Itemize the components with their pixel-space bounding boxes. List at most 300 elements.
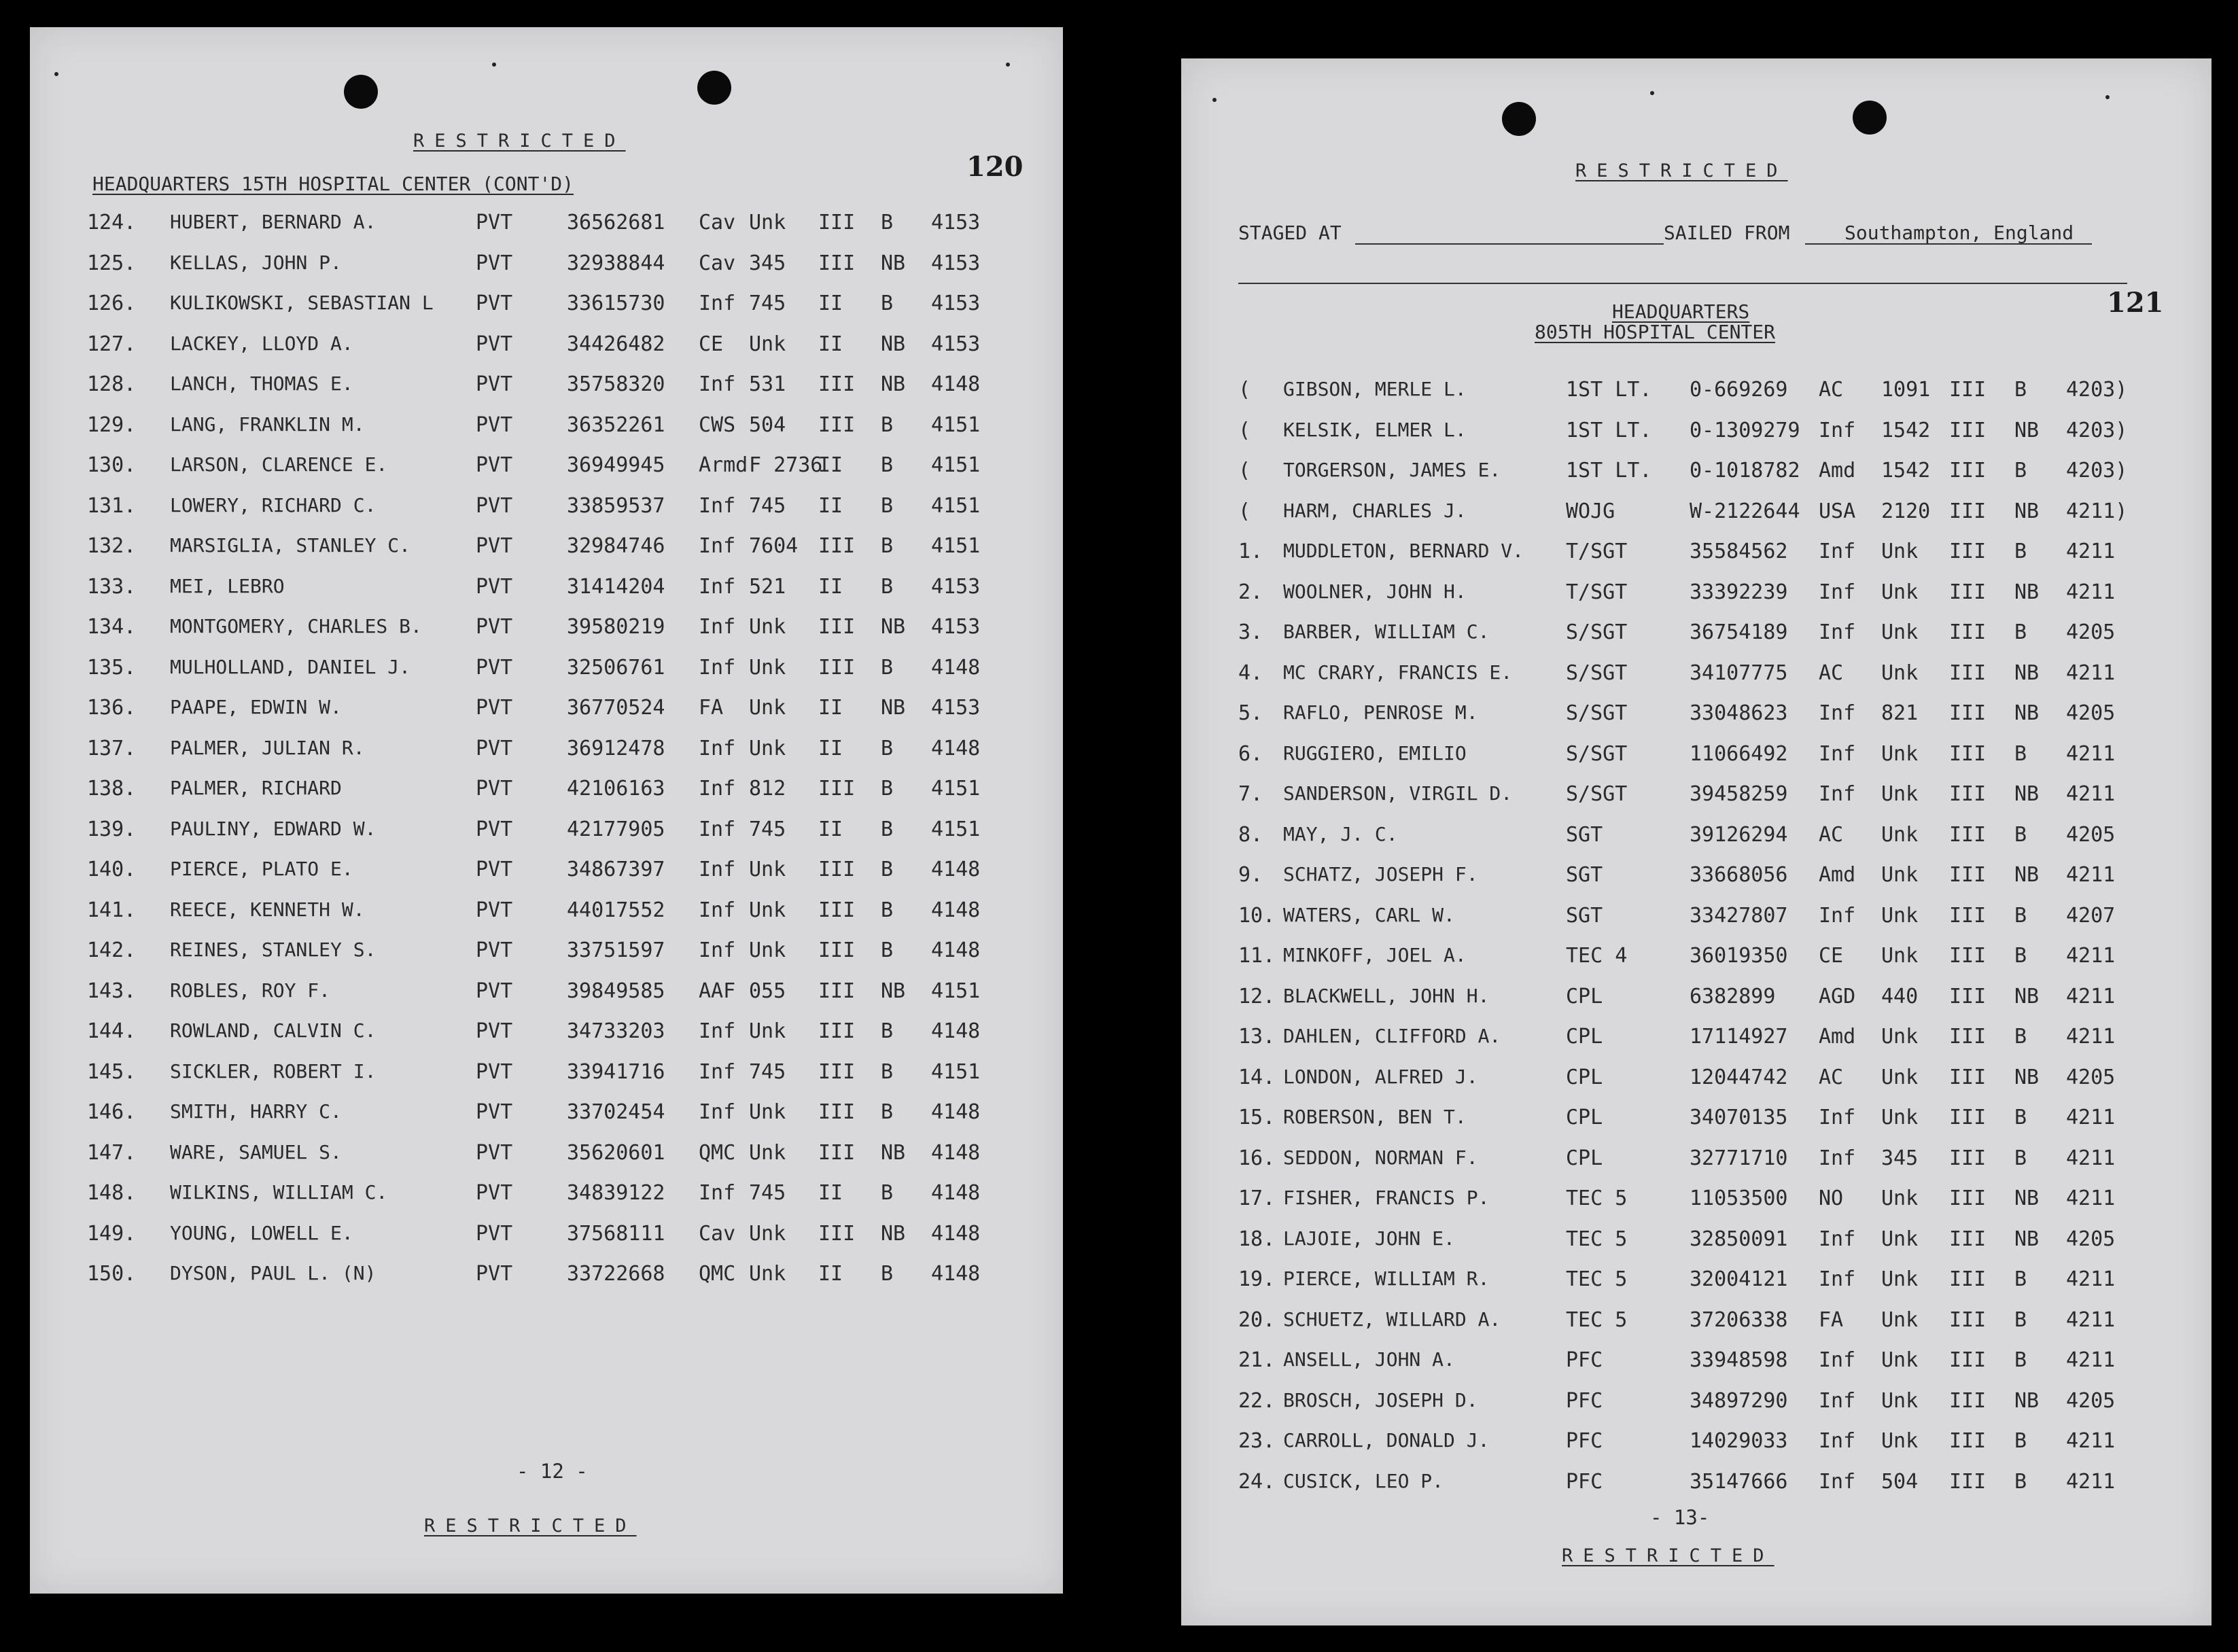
cell-serial: 33668056 [1690, 863, 1788, 887]
cell-code: Unk [749, 1100, 786, 1124]
cell-class: III [1949, 459, 1987, 482]
cell-num: 136. [87, 696, 137, 720]
cell-arm: Inf [1819, 1348, 1856, 1372]
cell-unit: 4148 [931, 1221, 981, 1246]
cell-rank: PVT [476, 332, 513, 356]
cell-unit: 4148 [931, 372, 981, 396]
cell-serial: 33427807 [1690, 903, 1788, 928]
cell-code: Unk [1881, 1106, 1919, 1129]
cell-rank: SGT [1566, 822, 1603, 847]
cell-class: III [1949, 580, 1987, 604]
cell-cat: NB [881, 251, 906, 275]
cell-class: III [1949, 620, 1987, 644]
cell-rank: PVT [476, 1262, 513, 1286]
cell-name: WATERS, CARL W. [1283, 903, 1455, 926]
cell-rank: S/SGT [1566, 661, 1628, 685]
table-row [30, 1181, 1063, 1211]
cell-unit: 4211 [2066, 1267, 2116, 1291]
table-row [30, 1060, 1063, 1090]
cell-name: PIERCE, WILLIAM R. [1283, 1267, 1490, 1290]
cell-rank: CPL [1566, 1146, 1603, 1170]
cell-cat: NB [881, 332, 906, 356]
cell-unit: 4148 [931, 1019, 981, 1043]
table-row [30, 413, 1063, 443]
cell-name: HUBERT, BERNARD A. [170, 211, 377, 233]
cell-name: HARM, CHARLES J. [1283, 499, 1467, 522]
cell-unit: 4211 [2066, 1429, 2116, 1453]
cell-num: 8. [1238, 822, 1263, 847]
cell-num: 20. [1238, 1307, 1276, 1332]
table-row [1181, 1267, 2211, 1297]
table-row [1181, 1308, 2211, 1338]
table-row [1181, 499, 2211, 529]
cell-serial: 33702454 [567, 1100, 665, 1124]
cell-num: 14. [1238, 1065, 1276, 1089]
cell-serial: 6382899 [1690, 984, 1776, 1008]
cell-serial: 35620601 [567, 1140, 665, 1165]
cell-name: PIERCE, PLATO E. [170, 858, 353, 880]
cell-serial: 33392239 [1690, 580, 1788, 604]
cell-class: II [818, 453, 843, 477]
cell-unit: 4148 [931, 655, 981, 680]
cell-rank: PFC [1566, 1469, 1603, 1494]
cell-code: 440 [1881, 984, 1919, 1008]
cell-serial: 17114927 [1690, 1025, 1788, 1049]
cell-unit: 4148 [931, 1181, 981, 1205]
cell-name: MUDDLETON, BERNARD V. [1283, 540, 1524, 562]
cell-arm: Inf [699, 534, 736, 558]
cell-class: III [1949, 540, 1987, 563]
cell-code: Unk [1881, 1429, 1919, 1453]
cell-class: III [818, 534, 856, 558]
cell-code: Unk [1881, 1348, 1919, 1372]
cell-name: PAAPE, EDWIN W. [170, 696, 342, 718]
table-row [1181, 580, 2211, 610]
footer-restricted: RESTRICTED [424, 1515, 637, 1536]
cell-code: Unk [1881, 661, 1919, 685]
cell-class: III [1949, 822, 1987, 847]
cell-unit: 4151 [931, 817, 981, 841]
cell-name: LANG, FRANKLIN M. [170, 412, 365, 436]
cell-rank: PVT [476, 412, 513, 437]
cell-arm: AAF [699, 979, 736, 1003]
cell-unit: 4148 [931, 1100, 981, 1124]
table-row [1181, 823, 2211, 853]
cell-cat: B [881, 817, 894, 841]
cell-rank: PVT [476, 574, 513, 599]
cell-class: III [818, 1221, 856, 1246]
cell-cat: B [881, 938, 894, 962]
cell-cat: B [881, 453, 894, 477]
cell-rank: PVT [476, 1100, 513, 1124]
cell-num: 12. [1238, 984, 1276, 1008]
cell-cat: B [881, 655, 894, 680]
cell-num: 132. [87, 534, 137, 558]
cell-code: Unk [1881, 1307, 1919, 1332]
cell-code: 345 [1881, 1146, 1919, 1170]
cell-arm: Amd [1819, 863, 1856, 887]
cell-unit: 4211 [2066, 1146, 2116, 1170]
cell-rank: PVT [476, 372, 513, 396]
cell-name: RAFLO, PENROSE M. [1283, 701, 1478, 724]
cell-code: Unk [1881, 1065, 1919, 1089]
cell-code: 345 [749, 251, 786, 275]
cell-name: WARE, SAMUEL S. [170, 1140, 342, 1163]
cell-class: III [1949, 1348, 1987, 1372]
cell-serial: 0-669269 [1690, 378, 1788, 402]
cell-class: III [1949, 1429, 1987, 1453]
cell-arm: Inf [699, 898, 736, 922]
cell-name: YOUNG, LOWELL E. [170, 1221, 353, 1244]
cell-num: 127. [87, 332, 137, 356]
cell-cat: NB [2014, 782, 2040, 806]
punch-hole [1853, 101, 1887, 135]
cell-class: III [818, 251, 856, 275]
cell-num: 144. [87, 1019, 137, 1043]
cell-class: III [1949, 1187, 1987, 1210]
cell-code: 055 [749, 979, 786, 1003]
cell-cat: B [2014, 903, 2027, 928]
cell-cat: NB [881, 1221, 906, 1246]
cell-unit: 4205 [2066, 1065, 2116, 1089]
cell-serial: 36949945 [567, 453, 665, 477]
cell-num: 19. [1238, 1267, 1276, 1291]
cell-class: II [818, 1262, 843, 1286]
cell-num: 10. [1238, 903, 1276, 928]
cell-rank: PVT [476, 858, 513, 881]
cell-cat: B [881, 574, 894, 599]
cell-num: 126. [87, 292, 137, 315]
table-row [1181, 419, 2211, 449]
cell-class: II [818, 493, 843, 518]
cell-rank: PVT [476, 655, 513, 680]
cell-serial: 33941716 [567, 1059, 665, 1084]
table-row [30, 818, 1063, 847]
cell-name: SANDERSON, VIRGIL D. [1283, 782, 1513, 805]
cell-cat: NB [2014, 580, 2040, 604]
table-row [30, 292, 1063, 321]
cell-code: Unk [1881, 580, 1919, 604]
cell-num: 24. [1238, 1469, 1276, 1494]
cell-cat: B [2014, 944, 2027, 968]
cell-rank: TEC 4 [1566, 944, 1628, 968]
cell-rank: PVT [476, 493, 513, 518]
cell-serial: 32506761 [567, 655, 665, 680]
cell-name: MONTGOMERY, CHARLES B. [170, 615, 422, 637]
cell-unit: 4148 [931, 1262, 981, 1286]
cell-arm: AC [1819, 1065, 1844, 1089]
cell-serial: 34897290 [1690, 1388, 1788, 1413]
cell-code: Unk [749, 938, 786, 962]
cell-serial: 34867397 [567, 858, 665, 881]
cell-arm: Inf [1819, 1469, 1856, 1494]
cell-rank: PVT [476, 615, 513, 639]
cell-num: 149. [87, 1221, 137, 1246]
cell-arm: Inf [1819, 1267, 1856, 1291]
cell-code: 504 [749, 412, 786, 437]
sailed-from-label: SAILED FROM [1664, 222, 1790, 244]
cell-class: III [818, 615, 856, 639]
cell-unit: 4151 [931, 493, 981, 518]
cell-arm: Inf [1819, 540, 1856, 563]
speck [54, 72, 58, 76]
cell-name: WILKINS, WILLIAM C. [170, 1181, 388, 1203]
table-row [1181, 1389, 2211, 1419]
table-row [30, 938, 1063, 968]
cell-class: III [818, 412, 856, 437]
cell-code: 7604 [749, 534, 799, 558]
cell-rank: S/SGT [1566, 782, 1628, 806]
cell-cat: B [2014, 1267, 2027, 1291]
cell-name: BROSCH, JOSEPH D. [1283, 1388, 1478, 1411]
cell-rank: S/SGT [1566, 701, 1628, 725]
cell-unit: 4203) [2066, 459, 2128, 482]
cell-name: LOWERY, RICHARD C. [170, 493, 377, 516]
cell-code: 745 [749, 1059, 786, 1084]
punch-hole [1502, 102, 1536, 136]
cell-code: 821 [1881, 701, 1919, 725]
cell-name: MARSIGLIA, STANLEY C. [170, 534, 411, 557]
cell-name: LARSON, CLARENCE E. [170, 453, 388, 476]
cell-arm: Inf [699, 1019, 736, 1043]
cell-class: III [818, 777, 856, 801]
cell-class: III [1949, 418, 1987, 442]
cell-num: 21. [1238, 1348, 1276, 1372]
cell-code: Unk [1881, 741, 1919, 766]
cell-cat: B [881, 493, 894, 518]
cell-rank: PFC [1566, 1429, 1603, 1453]
cell-name: CARROLL, DONALD J. [1283, 1429, 1490, 1452]
cell-arm: Inf [699, 1181, 736, 1205]
cell-unit: 4211 [2066, 580, 2116, 604]
table-row [1181, 378, 2211, 408]
cell-unit: 4153 [931, 251, 981, 275]
cell-arm: Inf [699, 938, 736, 962]
cell-arm: QMC [699, 1140, 736, 1165]
cell-code: Unk [1881, 944, 1919, 968]
stamped-page-number: 121 [2107, 287, 2164, 319]
cell-arm: Inf [699, 655, 736, 680]
sailed-from-value: Southampton, England [1844, 222, 2074, 244]
cell-arm: Inf [1819, 1106, 1856, 1129]
cell-num: 2. [1238, 580, 1263, 604]
cell-class: III [1949, 984, 1987, 1008]
cell-serial: 11066492 [1690, 741, 1788, 766]
table-row [1181, 1470, 2211, 1500]
cell-serial: 39580219 [567, 615, 665, 639]
cell-code: Unk [1881, 1388, 1919, 1413]
cell-class: III [1949, 782, 1987, 806]
table-row [30, 656, 1063, 686]
cell-cat: B [2014, 378, 2027, 402]
cell-arm: Amd [1819, 1025, 1856, 1049]
cell-rank: PVT [476, 1059, 513, 1084]
cell-serial: 32984746 [567, 534, 665, 558]
cell-num: 150. [87, 1262, 137, 1286]
cell-rank: TEC 5 [1566, 1267, 1628, 1291]
table-row [1181, 540, 2211, 569]
cell-rank: PFC [1566, 1348, 1603, 1372]
page-number: - 12 - [517, 1460, 588, 1483]
cell-class: II [818, 332, 843, 356]
cell-arm: Inf [699, 777, 736, 801]
cell-rank: PVT [476, 817, 513, 841]
cell-serial: 31414204 [567, 574, 665, 599]
staged-at-label: STAGED AT [1238, 222, 1342, 244]
cell-cat: B [881, 292, 894, 315]
cell-serial: 37568111 [567, 1221, 665, 1246]
cell-cat: B [881, 858, 894, 881]
cell-rank: 1ST LT. [1566, 378, 1652, 402]
cell-rank: PVT [476, 453, 513, 477]
cell-class: III [1949, 1469, 1987, 1494]
cell-rank: PVT [476, 696, 513, 720]
cell-serial: 32004121 [1690, 1267, 1788, 1291]
cell-arm: Inf [1819, 782, 1856, 806]
cell-arm: Inf [1819, 1388, 1856, 1413]
cell-serial: 14029033 [1690, 1429, 1788, 1453]
cell-cat: B [2014, 1429, 2027, 1453]
cell-name: ROBERSON, BEN T. [1283, 1106, 1467, 1128]
cell-unit: 4151 [931, 1059, 981, 1084]
cell-num: 142. [87, 938, 137, 962]
cell-class: III [818, 655, 856, 680]
cell-num: 124. [87, 211, 137, 234]
table-row [1181, 701, 2211, 731]
cell-unit: 4148 [931, 898, 981, 922]
cell-unit: 4151 [931, 453, 981, 477]
cell-cat: NB [881, 372, 906, 396]
page-number: - 13- [1650, 1506, 1710, 1529]
cell-rank: CPL [1566, 1065, 1603, 1089]
cell-code: Unk [749, 332, 786, 356]
cell-cat: NB [2014, 1388, 2040, 1413]
cell-unit: 4205 [2066, 1227, 2116, 1251]
cell-unit: 4211 [2066, 1469, 2116, 1494]
cell-name: RUGGIERO, EMILIO [1283, 741, 1467, 765]
cell-cat: B [881, 898, 894, 922]
cell-cat: B [2014, 1469, 2027, 1494]
cell-class: II [818, 574, 843, 599]
speck [1006, 63, 1010, 67]
table-row [30, 372, 1063, 402]
cell-class: III [818, 1019, 856, 1043]
cell-num: 4. [1238, 661, 1263, 685]
cell-class: III [1949, 1106, 1987, 1129]
cell-cat: B [881, 1181, 894, 1205]
cell-name: GIBSON, MERLE L. [1283, 378, 1467, 400]
cell-unit: 4211 [2066, 741, 2116, 766]
cell-unit: 4211 [2066, 944, 2116, 968]
cell-cat: B [2014, 822, 2027, 847]
cell-arm: CE [699, 332, 724, 356]
cell-name: KELSIK, ELMER L. [1283, 418, 1467, 441]
cell-name: MULHOLLAND, DANIEL J. [170, 655, 411, 678]
cell-serial: W-2122644 [1690, 499, 1800, 523]
cell-code: Unk [749, 696, 786, 720]
table-row [30, 453, 1063, 483]
cell-rank: SGT [1566, 903, 1603, 928]
table-row [1181, 1429, 2211, 1459]
cell-serial: 33948598 [1690, 1348, 1788, 1372]
table-row [30, 898, 1063, 928]
cell-unit: 4205 [2066, 1388, 2116, 1413]
cell-num: 16. [1238, 1146, 1276, 1170]
cell-name: ROWLAND, CALVIN C. [170, 1019, 377, 1042]
table-row [30, 1100, 1063, 1130]
cell-num: 143. [87, 979, 137, 1003]
table-row [1181, 944, 2211, 974]
cell-unit: 4153 [931, 332, 981, 356]
cell-arm: Inf [1819, 701, 1856, 725]
cell-num: ( [1238, 459, 1251, 482]
cell-serial: 32938844 [567, 251, 665, 275]
cell-cat: B [881, 412, 894, 437]
cell-name: LAJOIE, JOHN E. [1283, 1227, 1455, 1250]
cell-class: III [1949, 903, 1987, 928]
cell-num: 133. [87, 574, 137, 599]
cell-serial: 36562681 [567, 211, 665, 234]
cell-unit: 4211 [2066, 1307, 2116, 1332]
cell-name: PAULINY, EDWARD W. [170, 817, 377, 840]
cell-num: 140. [87, 858, 137, 881]
cell-serial: 34070135 [1690, 1106, 1788, 1129]
table-row [1181, 1106, 2211, 1136]
cell-arm: Armd [699, 453, 748, 477]
table-row [1181, 742, 2211, 772]
cell-cat: NB [2014, 1187, 2040, 1210]
cell-serial: 33722668 [567, 1262, 665, 1286]
cell-code: 521 [749, 574, 786, 599]
cell-num: 7. [1238, 782, 1263, 806]
cell-cat: NB [2014, 1065, 2040, 1089]
cell-cat: NB [2014, 701, 2040, 725]
cell-cat: B [2014, 1106, 2027, 1129]
cell-unit: 4153 [931, 292, 981, 315]
cell-name: KELLAS, JOHN P. [170, 251, 342, 274]
cell-rank: PVT [476, 251, 513, 275]
cell-class: III [818, 938, 856, 962]
cell-unit: 4211 [2066, 984, 2116, 1008]
staged-at-blank [1355, 243, 1664, 245]
cell-num: ( [1238, 499, 1251, 523]
cell-arm: Inf [699, 372, 736, 396]
cell-rank: TEC 5 [1566, 1307, 1628, 1332]
cell-unit: 4205 [2066, 620, 2116, 644]
cell-name: REECE, KENNETH W. [170, 898, 365, 921]
cell-arm: USA [1819, 499, 1856, 523]
header-rule [1238, 283, 2127, 284]
cell-num: 15. [1238, 1106, 1276, 1129]
cell-code: 531 [749, 372, 786, 396]
speck [1212, 98, 1217, 102]
cell-arm: Inf [699, 817, 736, 841]
speck [1650, 91, 1654, 95]
cell-cat: B [881, 211, 894, 234]
cell-num: 9. [1238, 863, 1263, 887]
cell-code: Unk [749, 736, 786, 760]
cell-cat: B [881, 777, 894, 801]
cell-rank: PVT [476, 1019, 513, 1043]
cell-unit: 4211) [2066, 499, 2128, 523]
cell-cat: B [2014, 620, 2027, 644]
cell-unit: 4148 [931, 1140, 981, 1165]
cell-unit: 4153 [931, 615, 981, 639]
cell-arm: Inf [1819, 1227, 1856, 1251]
cell-arm: Inf [699, 736, 736, 760]
cell-arm: Inf [1819, 620, 1856, 644]
cell-unit: 4207 [2066, 903, 2116, 928]
